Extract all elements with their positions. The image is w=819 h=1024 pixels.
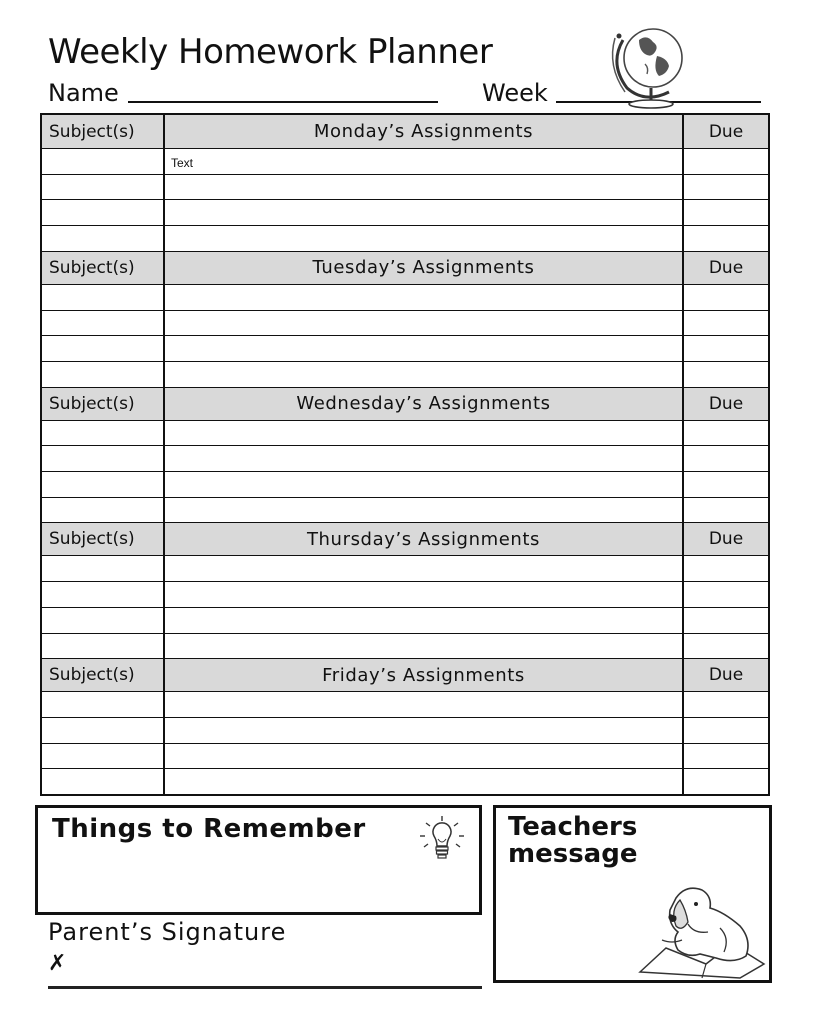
thursday-section [42,522,768,658]
subject-cell[interactable] [42,634,165,659]
due-cell[interactable] [684,336,768,361]
subject-cell[interactable] [42,285,165,310]
assignment-cell[interactable] [165,285,684,310]
table-row [42,498,768,523]
subject-cell[interactable] [42,311,165,336]
assignment-cell[interactable] [165,311,684,336]
subject-header: Subject(s) [42,659,165,691]
due-cell[interactable] [684,608,768,633]
table-row [42,311,768,337]
subject-cell[interactable] [42,446,165,471]
subject-cell[interactable] [42,692,165,717]
assignment-cell[interactable] [165,498,684,523]
due-cell[interactable] [684,556,768,581]
subject-cell[interactable] [42,362,165,387]
table-row [42,692,768,718]
table-row [42,336,768,362]
day-header-row [42,251,768,285]
assignment-cell[interactable] [165,718,684,743]
table-row [42,421,768,447]
signature-x-mark: ✗ [48,950,67,975]
table-row [42,556,768,582]
lightbulb-icon [416,814,468,872]
subject-cell[interactable] [42,175,165,200]
subject-header: Subject(s) [42,388,165,420]
assignment-cell[interactable] [165,556,684,581]
assignment-cell[interactable] [165,744,684,769]
subject-cell[interactable] [42,769,165,794]
assignment-cell[interactable] [165,175,684,200]
day-assignments-header: Tuesday’s Assignments [165,252,684,284]
table-row [42,285,768,311]
assignment-cell[interactable]: Text [165,149,684,174]
day-assignments-header: Thursday’s Assignments [165,523,684,555]
subject-cell[interactable] [42,498,165,523]
due-cell[interactable] [684,744,768,769]
assignment-cell[interactable] [165,336,684,361]
due-cell[interactable] [684,692,768,717]
teachers-message-title: Teachers message [508,812,638,869]
due-header: Due [708,257,744,278]
globe-icon [605,18,695,110]
table-row [42,446,768,472]
day-header-row [42,387,768,421]
due-cell[interactable] [684,498,768,523]
due-header: Due [708,529,744,550]
table-row [42,582,768,608]
wednesday-section [42,387,768,523]
assignment-cell[interactable] [165,608,684,633]
subject-cell[interactable] [42,608,165,633]
table-row [42,769,768,794]
parents-signature-field[interactable] [48,986,482,989]
assignment-cell[interactable] [165,692,684,717]
due-cell[interactable] [684,718,768,743]
things-to-remember-box[interactable] [35,805,482,915]
table-row [42,200,768,226]
subject-cell[interactable] [42,200,165,225]
table-row [42,362,768,387]
due-cell[interactable] [684,226,768,251]
table-row [42,608,768,634]
due-header: Due [708,393,744,414]
subject-cell[interactable] [42,472,165,497]
tuesday-section [42,251,768,387]
assignment-cell[interactable] [165,421,684,446]
week-label: Week [482,79,548,107]
assignment-cell[interactable] [165,362,684,387]
due-cell[interactable] [684,149,768,174]
due-cell[interactable] [684,311,768,336]
assignment-cell[interactable] [165,446,684,471]
name-label: Name [48,79,119,107]
things-to-remember-title: Things to Remember [52,814,366,844]
day-assignments-header: Friday’s Assignments [165,659,684,691]
subject-header: Subject(s) [42,523,165,555]
subject-cell[interactable] [42,421,165,446]
parents-signature-label: Parent’s Signature [48,918,287,946]
due-cell[interactable] [684,362,768,387]
assignment-cell[interactable] [165,226,684,251]
name-field[interactable] [128,101,438,103]
assignment-cell[interactable] [165,582,684,607]
subject-header: Subject(s) [42,115,165,148]
monday-section [42,115,768,251]
table-row [42,634,768,659]
subject-cell[interactable] [42,226,165,251]
table-row [42,718,768,744]
due-cell[interactable] [684,446,768,471]
subject-cell[interactable] [42,718,165,743]
due-cell[interactable] [684,421,768,446]
subject-cell[interactable] [42,744,165,769]
friday-section [42,658,768,794]
assignment-cell[interactable] [165,472,684,497]
assignment-cell[interactable] [165,634,684,659]
subject-cell[interactable] [42,336,165,361]
due-cell[interactable] [684,175,768,200]
table-row [42,175,768,201]
day-header-row [42,522,768,556]
due-cell[interactable] [684,472,768,497]
subject-cell[interactable] [42,582,165,607]
due-cell[interactable] [684,285,768,310]
day-header-row [42,115,768,149]
assignment-table [40,113,770,796]
assignment-cell[interactable] [165,200,684,225]
assignment-cell[interactable] [165,769,684,794]
teachers-message-box[interactable] [493,805,772,983]
due-cell[interactable] [684,582,768,607]
table-row [42,149,768,175]
subject-header: Subject(s) [42,252,165,284]
due-header: Due [708,665,744,686]
due-cell[interactable] [684,634,768,659]
day-header-row [42,658,768,692]
day-assignments-header: Wednesday’s Assignments [165,388,684,420]
table-row [42,226,768,251]
table-row [42,472,768,498]
subject-cell[interactable] [42,149,165,174]
table-row [42,744,768,770]
due-header: Due [708,121,744,142]
day-assignments-header: Monday’s Assignments [165,115,684,148]
due-cell[interactable] [684,200,768,225]
due-cell[interactable] [684,769,768,794]
page-title: Weekly Homework Planner [48,32,493,72]
subject-cell[interactable] [42,556,165,581]
dog-reading-icon [636,878,768,980]
